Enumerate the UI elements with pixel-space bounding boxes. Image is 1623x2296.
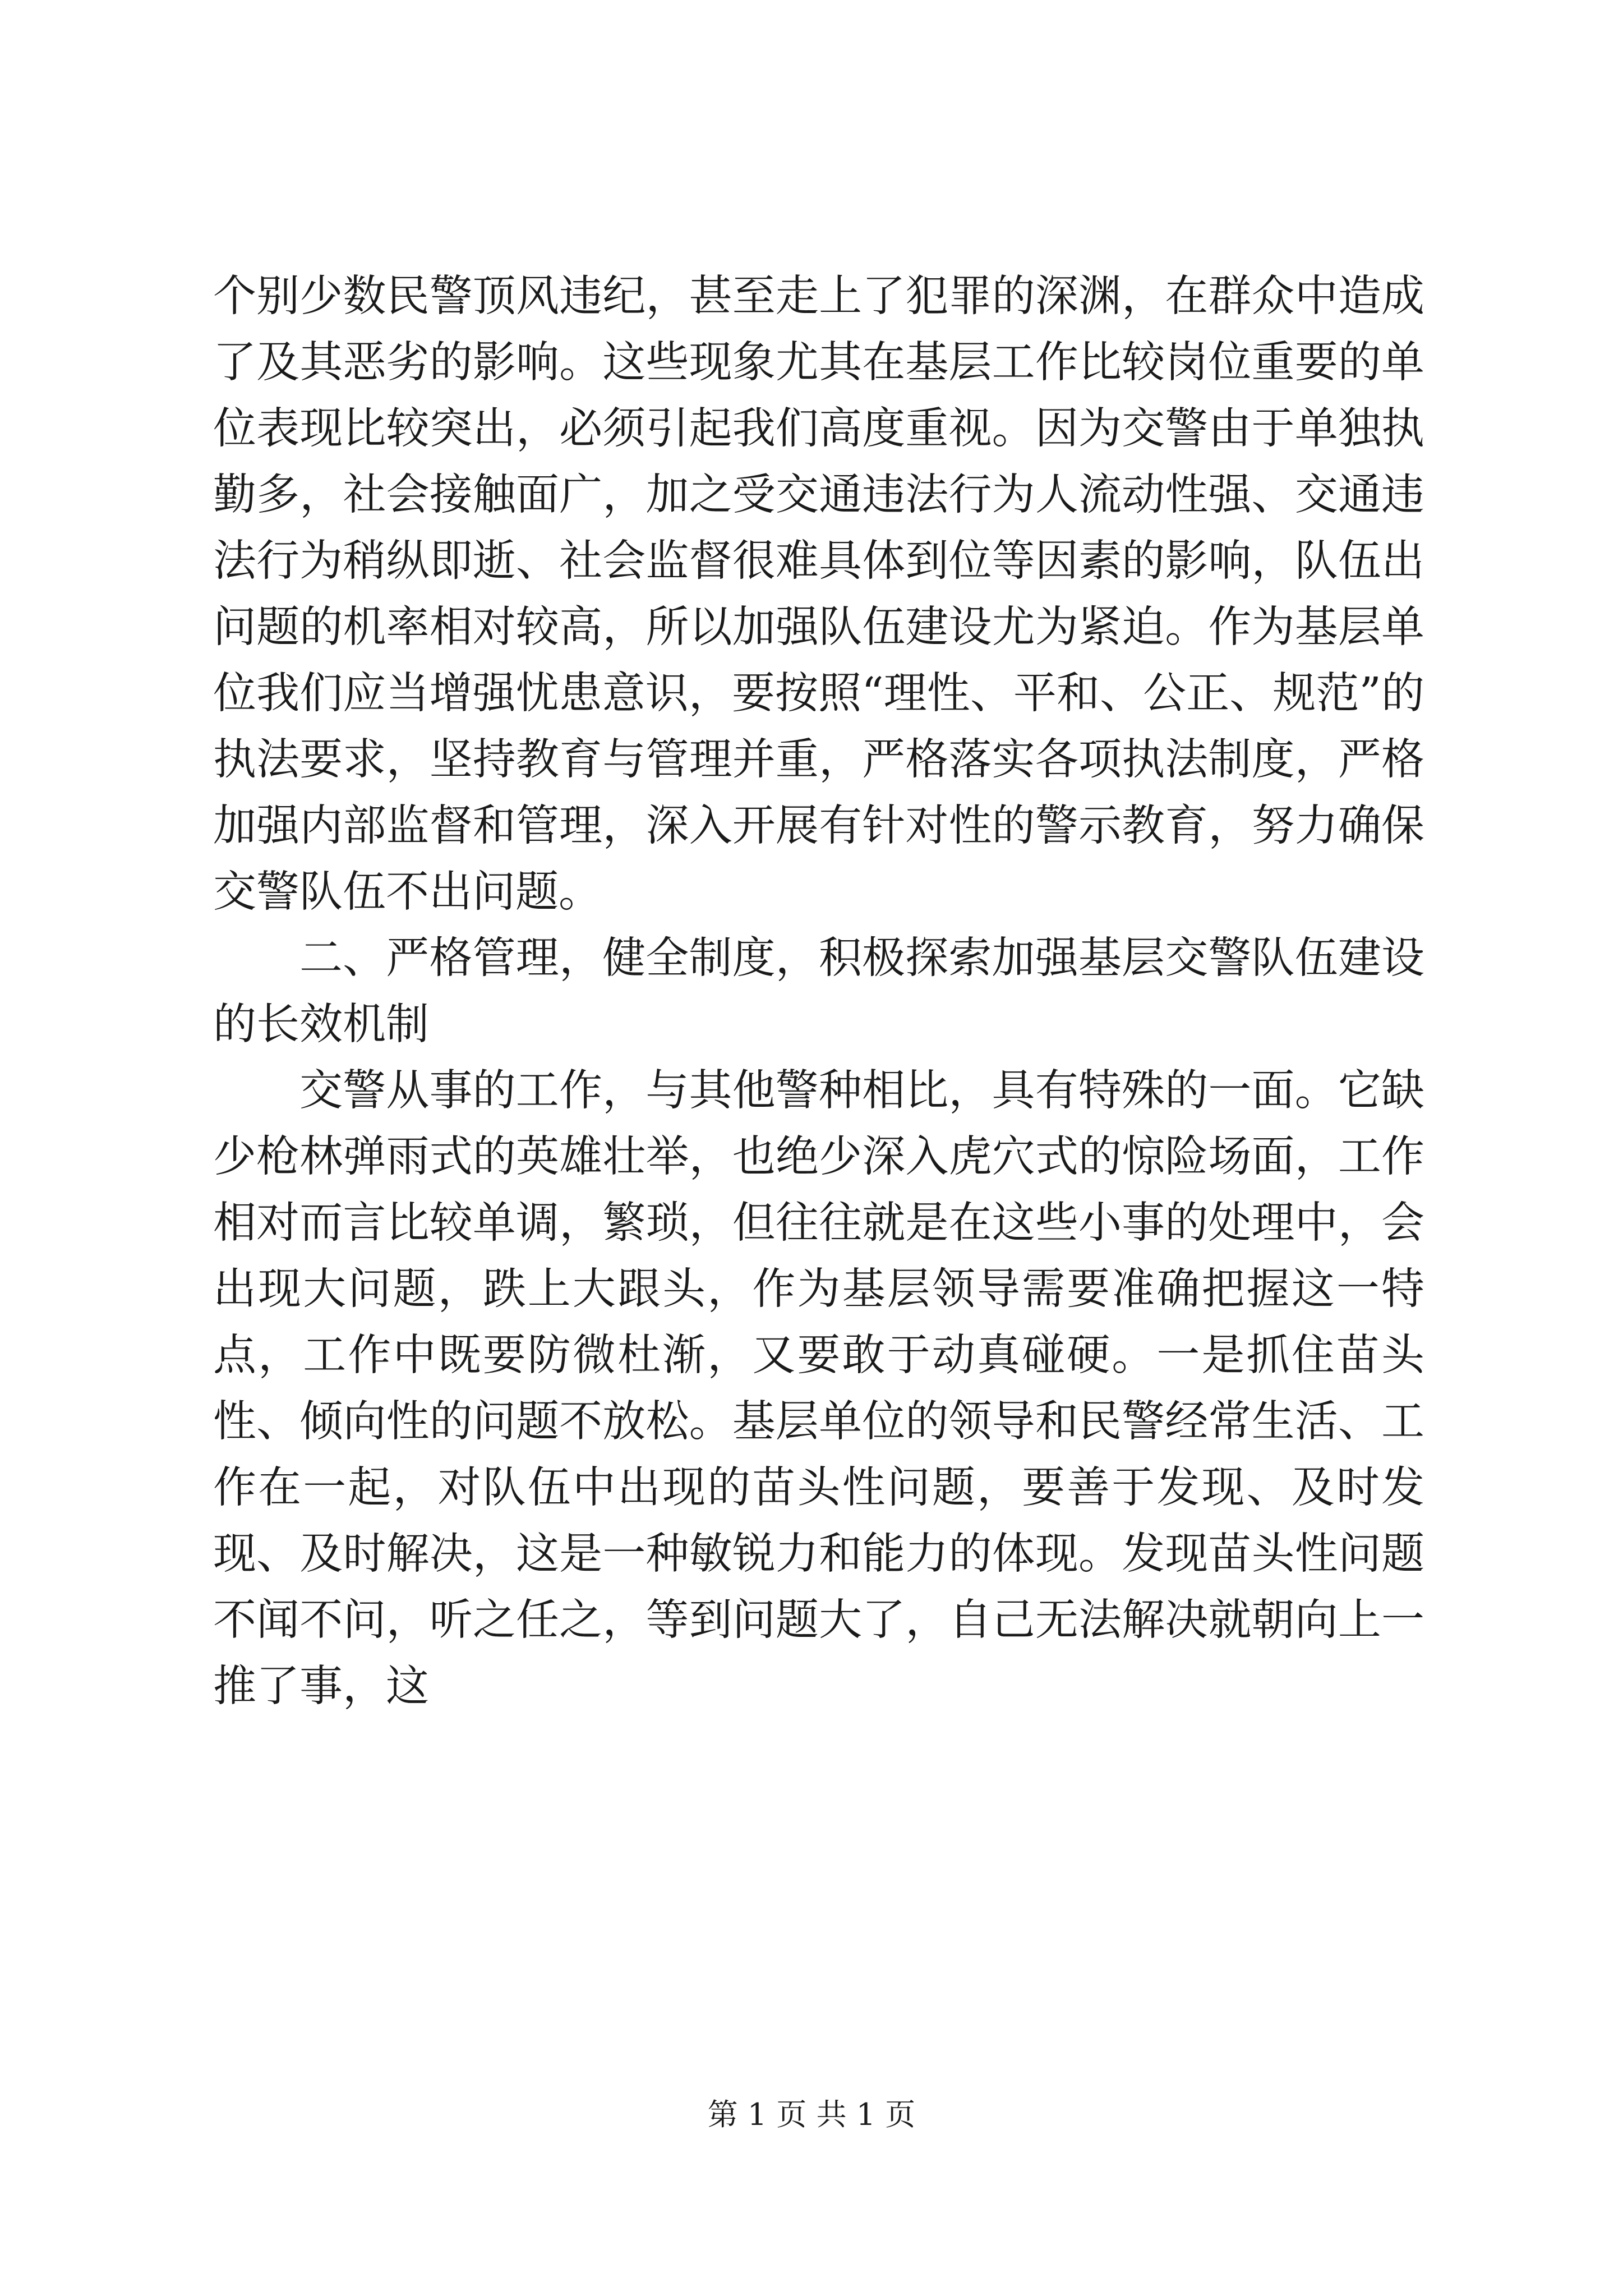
section-heading-2: 二、严格管理，健全制度，积极探索加强基层交警队伍建设的长效机制 [213,933,1424,1050]
paragraph-1: 个别少数民警顶风违纪，甚至走上了犯罪的深渊，在群众中造成了及其恶劣的影响。这些现象尤其在基层工作比较岗位重要的单位表现比较突出，必须引起我们高度重视。因为交警由于单独执勤多，社会接触面广，加之受交通违法行为人流动性强、交通违法行为稍纵即逝、社会监督很难具体到位等因素的影响，队伍出问题的机率相对较高，所以加强队伍建设尤为紧迫。作为基层单位我们应当增强忧患意识，要按照“理性、平和、公正、规范”的执法要求，坚持教育与管理并重，严格落实各项执法制度，严格加强内部监督和管理，深入开展有针对性的警示教育，努力确保交警队伍不出问题。 [213,272,1424,917]
document-body [213,264,1424,1720]
paragraph-3: 交警从事的工作，与其他警种相比，具有特殊的一面。它缺少枪林弹雨式的英雄壮举，也绝少深入虎穴式的惊险场面，工作相对而言比较单调，繁琐，但往往就是在这些小事的处理中，会出现大问题，跌上大跟头，作为基层领导需要准确把握这一特点，工作中既要防微杜渐，又要敢于动真碰硬。一是抓住苗头性、倾向性的问题不放松。基层单位的领导和民警经常生活、工作在一起，对队伍中出现的苗头性问题，要善于发现、及时发现、及时解决，这是一种敏锐力和能力的体现。发现苗头性问题不闻不问，听之任之，等到问题大了，自己无法解决就朝向上一推了事，这 [213,1066,1424,1711]
page-footer: 第 1 页 共 1 页 [707,2097,916,2132]
